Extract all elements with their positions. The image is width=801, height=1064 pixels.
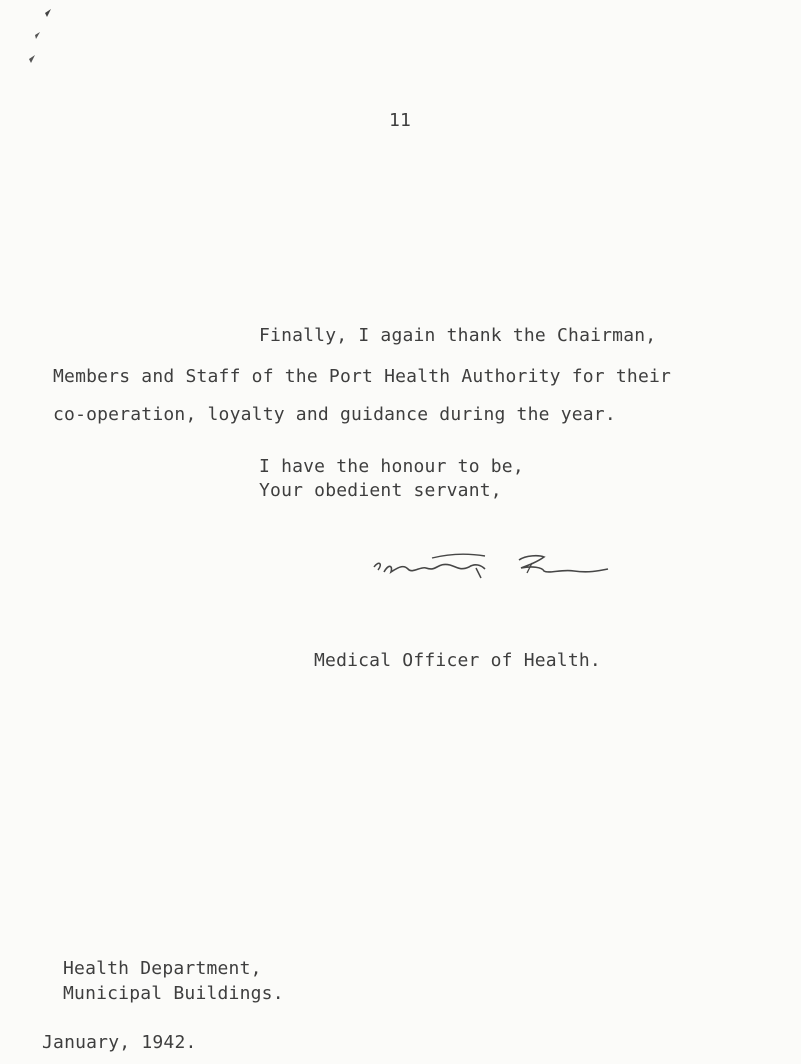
corner-arrow-mark [5, 5, 53, 65]
letter-line-1: Finally, I again thank the Chairman, [259, 325, 657, 346]
closing-line-2: Your obedient servant, [259, 480, 502, 501]
address-line-2: Municipal Buildings. [63, 983, 284, 1004]
page-number: 11 [389, 110, 412, 131]
handwritten-signature [369, 548, 619, 590]
closing-line-1: I have the honour to be, [259, 456, 524, 477]
letter-date: January, 1942. [42, 1032, 197, 1053]
letter-line-3: co-operation, loyalty and guidance during the year. [53, 404, 616, 425]
letter-line-2: Members and Staff of the Port Health Authority for their [53, 366, 672, 387]
address-line-1: Health Department, [63, 958, 262, 979]
signature-title: Medical Officer of Health. [314, 650, 601, 671]
